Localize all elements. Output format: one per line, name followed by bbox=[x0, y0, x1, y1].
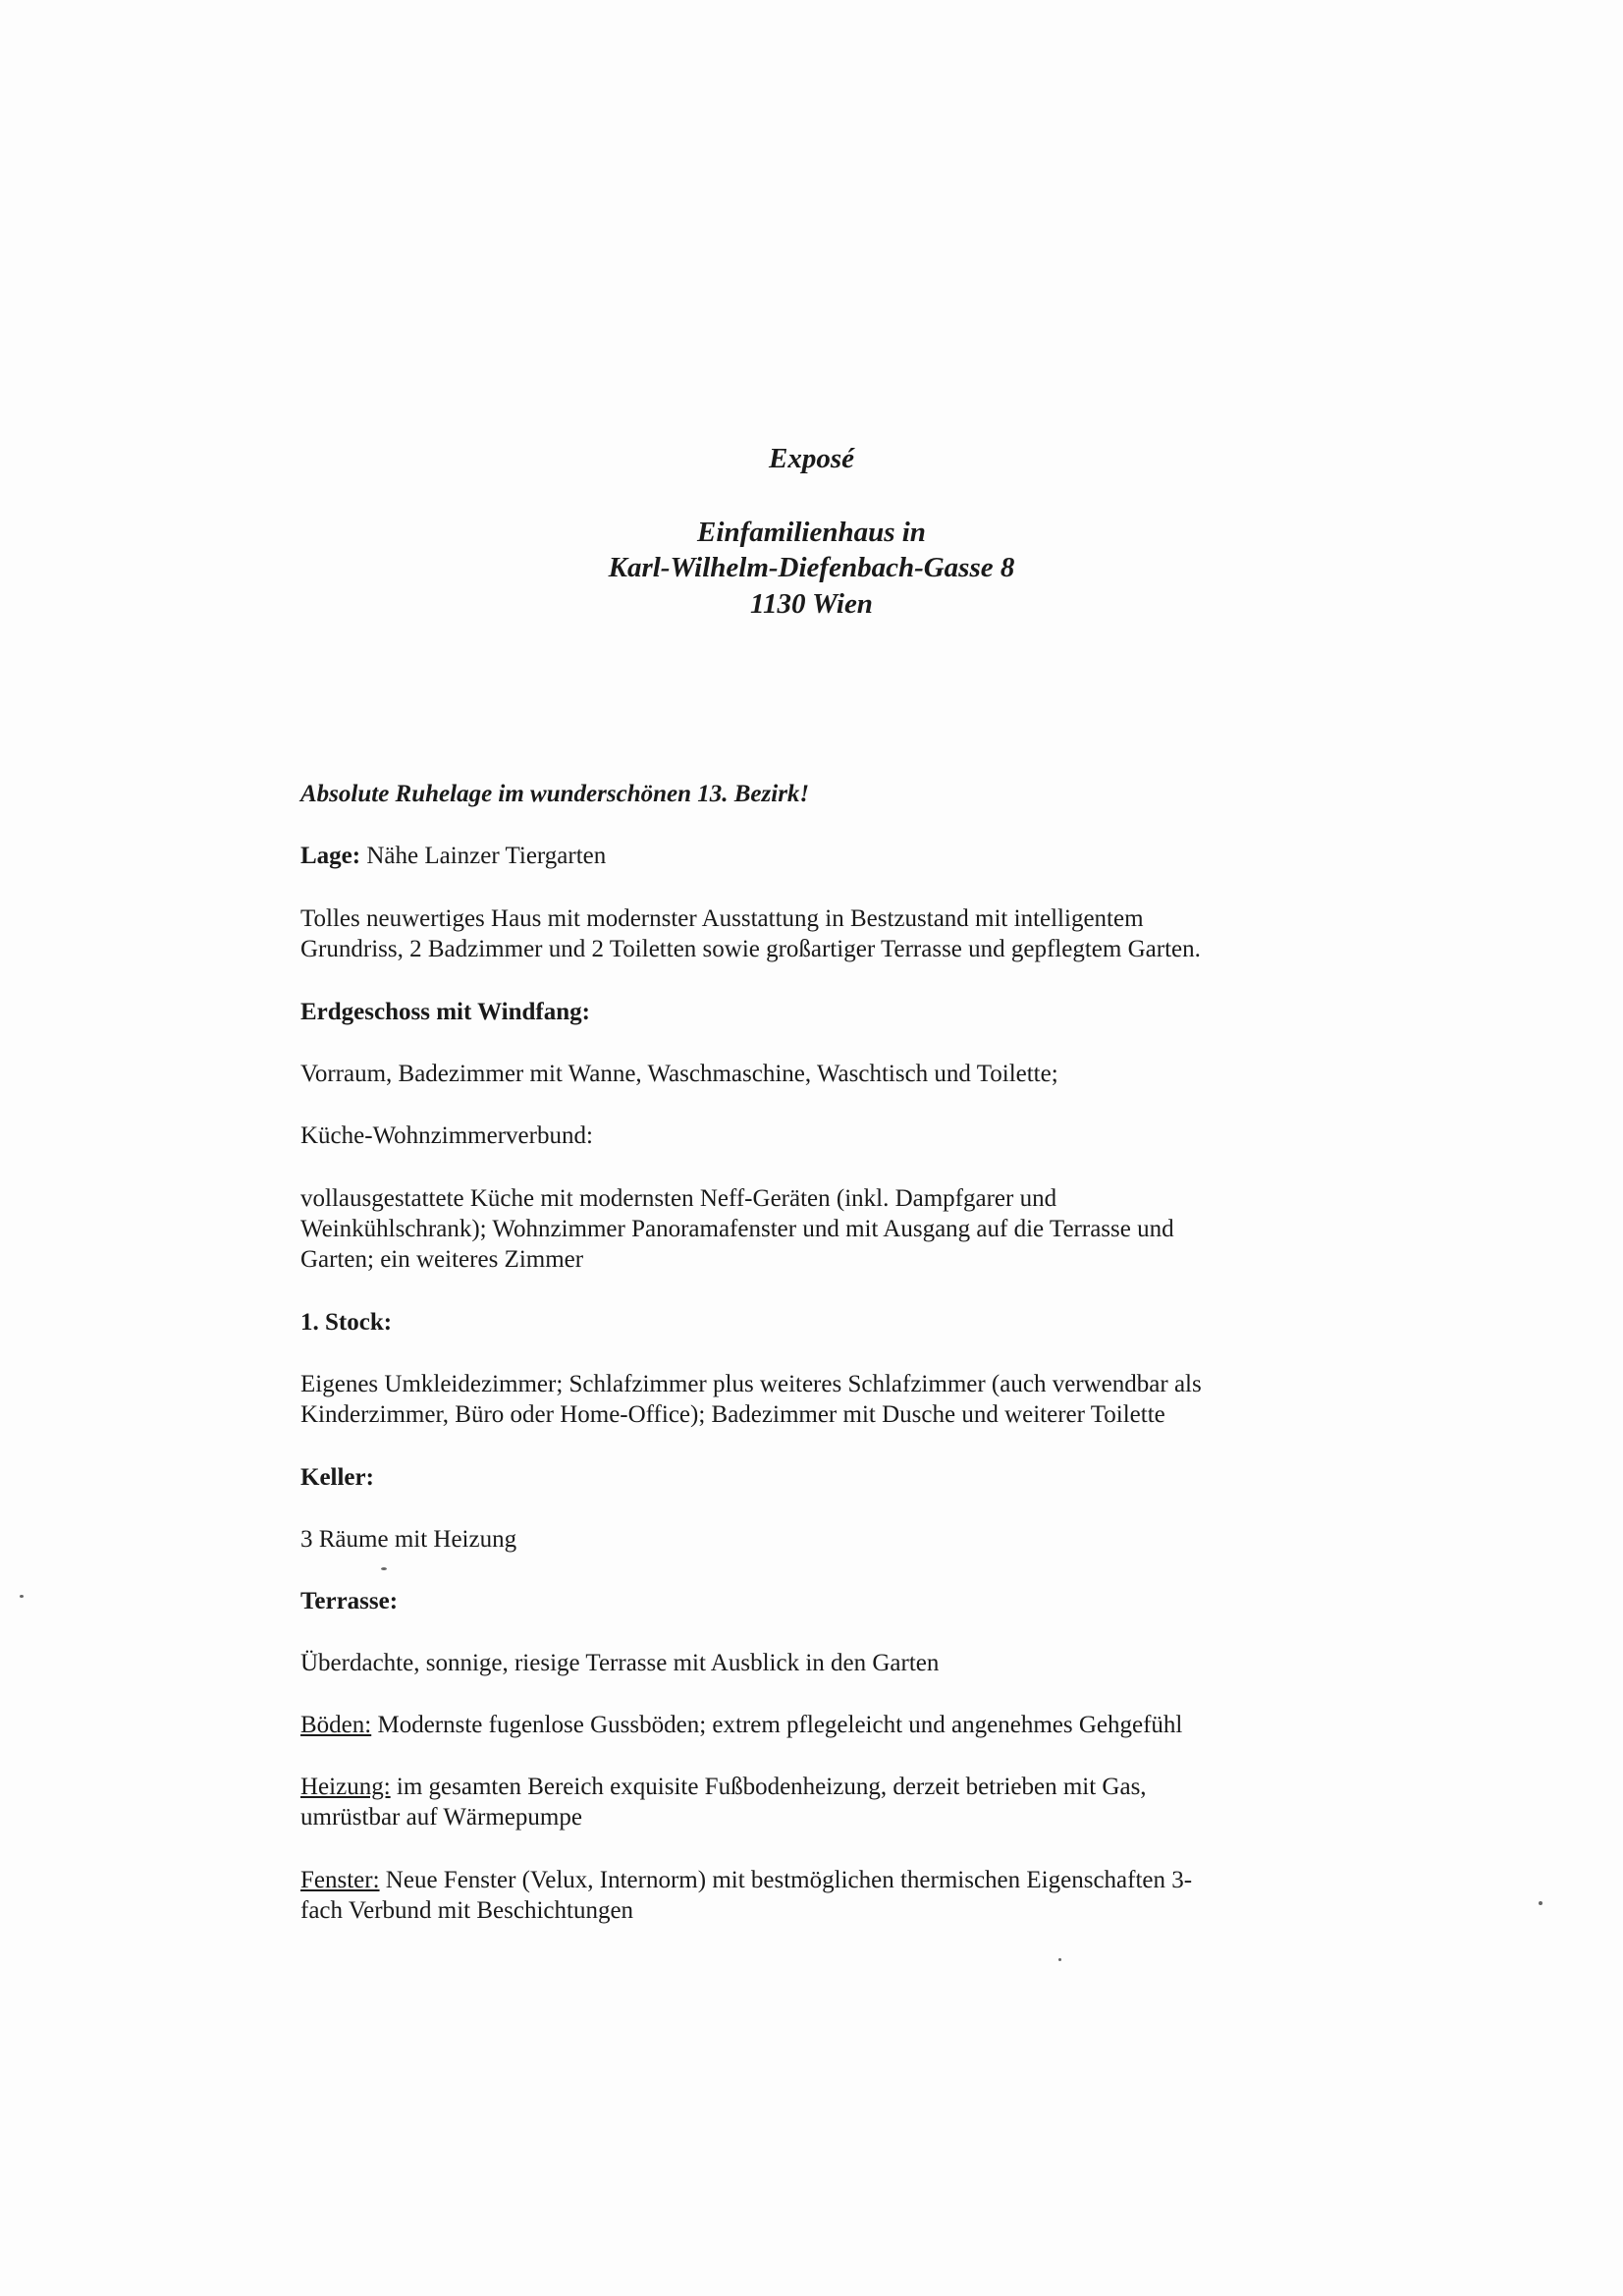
fenster-text: Neue Fenster (Velux, Internorm) mit bestmöglichen thermischen Eigenschaften 3- bbox=[379, 1867, 1193, 1893]
heizung-label: Heizung: bbox=[300, 1774, 391, 1800]
scan-speck bbox=[20, 1595, 24, 1598]
heizung-line-2: umrüstbar auf Wärmepumpe bbox=[300, 1804, 582, 1831]
terrasse-text: Überdachte, sonnige, riesige Terrasse mit Ausblick in den Garten bbox=[300, 1650, 940, 1676]
stock-line-2: Kinderzimmer, Büro oder Home-Office); Badezimmer mit Dusche und weiterer Toilette bbox=[300, 1401, 1165, 1428]
erdgeschoss-line-1: Vorraum, Badezimmer mit Wanne, Waschmaschine, Waschtisch und Toilette; bbox=[300, 1061, 1058, 1087]
intro-paragraph bbox=[300, 903, 1302, 964]
erdgeschoss-heading: Erdgeschoss mit Windfang: bbox=[300, 999, 590, 1025]
intro-line-2: Grundriss, 2 Badzimmer und 2 Toiletten sowie großartiger Terrasse und gepflegtem Garten. bbox=[300, 936, 1201, 962]
subtitle-line-2: Karl-Wilhelm-Diefenbach-Gasse 8 bbox=[608, 552, 1015, 583]
stock-paragraph bbox=[300, 1369, 1302, 1430]
boeden-paragraph bbox=[300, 1710, 1302, 1740]
boeden-text: Modernste fugenlose Gussböden; extrem pflegeleicht und angenehmes Gehgefühl bbox=[371, 1712, 1183, 1738]
terrasse-heading: Terrasse: bbox=[300, 1588, 399, 1614]
erdgeschoss-detail bbox=[300, 1183, 1302, 1275]
stock-line-1: Eigenes Umkleidezimmer; Schlafzimmer plus weiteres Schlafzimmer (auch verwendbar als bbox=[300, 1371, 1202, 1397]
subtitle-line-3: 1130 Wien bbox=[750, 588, 873, 620]
lage-text: Nähe Lainzer Tiergarten bbox=[360, 843, 607, 869]
keller-heading: Keller: bbox=[300, 1464, 374, 1491]
heizung-text: im gesamten Bereich exquisite Fußbodenheizung, derzeit betrieben mit Gas, bbox=[390, 1774, 1147, 1800]
scan-speck bbox=[1539, 1901, 1542, 1905]
tagline: Absolute Ruhelage im wunderschönen 13. Bezirk! bbox=[300, 781, 810, 807]
scan-speck bbox=[1058, 1958, 1061, 1961]
keller-text: 3 Räume mit Heizung bbox=[300, 1526, 517, 1553]
heizung-paragraph bbox=[300, 1772, 1302, 1832]
intro-line-1: Tolles neuwertiges Haus mit modernster Ausstattung in Bestzustand mit intelligentem bbox=[300, 905, 1144, 932]
subtitle-line-1: Einfamilienhaus in bbox=[697, 517, 926, 548]
erdgeschoss-detail-line-3: Garten; ein weiteres Zimmer bbox=[300, 1246, 584, 1273]
lage-label: Lage: bbox=[300, 843, 361, 869]
fenster-line-2: fach Verbund mit Beschichtungen bbox=[300, 1897, 634, 1924]
erdgeschoss-line-2: Küche-Wohnzimmerverbund: bbox=[300, 1122, 593, 1149]
lage-paragraph bbox=[300, 841, 1302, 871]
fenster-label: Fenster: bbox=[300, 1867, 380, 1893]
stock-heading: 1. Stock: bbox=[300, 1309, 393, 1336]
fenster-paragraph bbox=[300, 1865, 1302, 1926]
erdgeschoss-detail-line-1: vollausgestattete Küche mit modernsten Neff-Geräten (inkl. Dampfgarer und bbox=[300, 1185, 1057, 1212]
boeden-label: Böden: bbox=[300, 1712, 372, 1738]
document-title: Exposé bbox=[769, 443, 854, 474]
scan-speck bbox=[381, 1567, 387, 1570]
erdgeschoss-detail-line-2: Weinkühlschrank); Wohnzimmer Panoramafenster und mit Ausgang auf die Terrasse und bbox=[300, 1216, 1174, 1242]
